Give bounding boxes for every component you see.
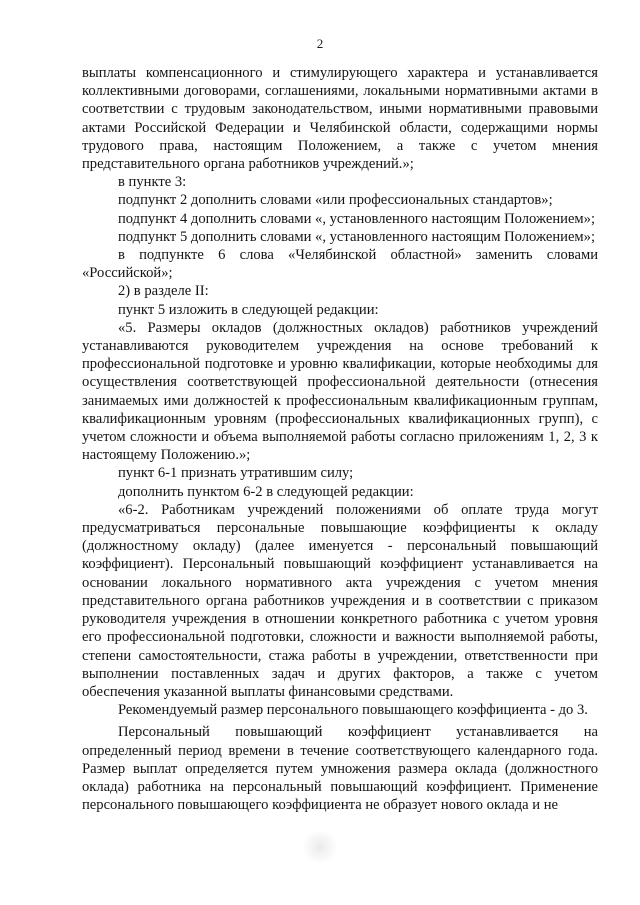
paragraph-subpoint-2: подпункт 2 дополнить словами «или профессиональных стандартов»; <box>118 192 553 209</box>
paragraph-point-6-2-intro: дополнить пунктом 6-2 в следующей редакции: <box>118 483 414 500</box>
paragraph-point-6-2-text: «6-2. Работникам учреждений положениями об оплате труда могут предусматриваться персональные повышающие коэффициенты к окладу (должностному окладу) (далее именуется - персональный повышающий коэффициент). Персональный повышающий коэффициент устанавливается на основании локального нормативного акта учреждения с учетом мнения представительного органа работников учреждения и в соответствии с приказом руководителя учреждения в отношении конкретного работника с учетом уровня его профессиональной подготовки, сложности и важности выполняемой работы, степени самостоятельности, стажа работы в учреждении, ответственности при выполнении поставленных задач и других факторов, а также с учетом обеспечения указанной выплаты финансовыми средствами. <box>82 501 598 700</box>
paragraph-section-2: 2) в разделе II: <box>118 283 209 300</box>
paragraph-point-5-intro: пункт 5 изложить в следующей редакции: <box>118 301 379 318</box>
paragraph-continuation: выплаты компенсационного и стимулирующего характера и устанавливается коллективными договорами, соглашениями, локальными нормативными актами в соответствии с трудовым законодательством, иными нормативными правовыми актами Российской Федерации и Челябинской области, содержащими нормы трудового права, настоящим Положением, а также с учетом мнения представительного органа работников учреждений.»; <box>82 65 598 173</box>
paragraph-recommended-size: Рекомендуемый размер персонального повышающего коэффициента - до 3. <box>118 702 588 719</box>
document-body <box>82 64 598 814</box>
paragraph-subpoint-6: в подпункте 6 слова «Челябинской областной» заменить словами «Российской»; <box>82 247 598 282</box>
paragraph-point-5-text: «5. Размеры окладов (должностных окладов) работников учреждений устанавливаются руководителем учреждения на основе требований к профессиональной подготовке и уровню квалификации, которые необходимы для осуществления соответствующей профессиональной деятельности (отнесения занимаемых ими должностей к профессиональным квалификационным группам, квалификационным уровням (профессиональных квалификационных групп), с учетом сложности и объема выполняемой работы согласно приложениям 1, 2, 3 к настоящему Положению.»; <box>82 319 598 464</box>
paragraph-subpoint-4: подпункт 4 дополнить словами «, установленного настоящим Положением»; <box>118 210 596 227</box>
paragraph-point-3: в пункте 3: <box>118 174 187 191</box>
page-number: 2 <box>316 36 324 51</box>
paragraph-coefficient-period: Персональный повышающий коэффициент устанавливается на определенный период времени в течение соответствующего календарного года. Размер выплат определяется путем умножения размера оклада (должностного оклада) работника на персональный повышающий коэффициент. Применение персонального повышающего коэффициента не образует нового оклада и не <box>82 724 598 814</box>
paragraph-point-6-1: пункт 6-1 признать утратившим силу; <box>118 465 354 482</box>
scan-smudge <box>300 832 340 862</box>
paragraph-subpoint-5: подпункт 5 дополнить словами «, установленного настоящим Положением»; <box>118 228 596 245</box>
